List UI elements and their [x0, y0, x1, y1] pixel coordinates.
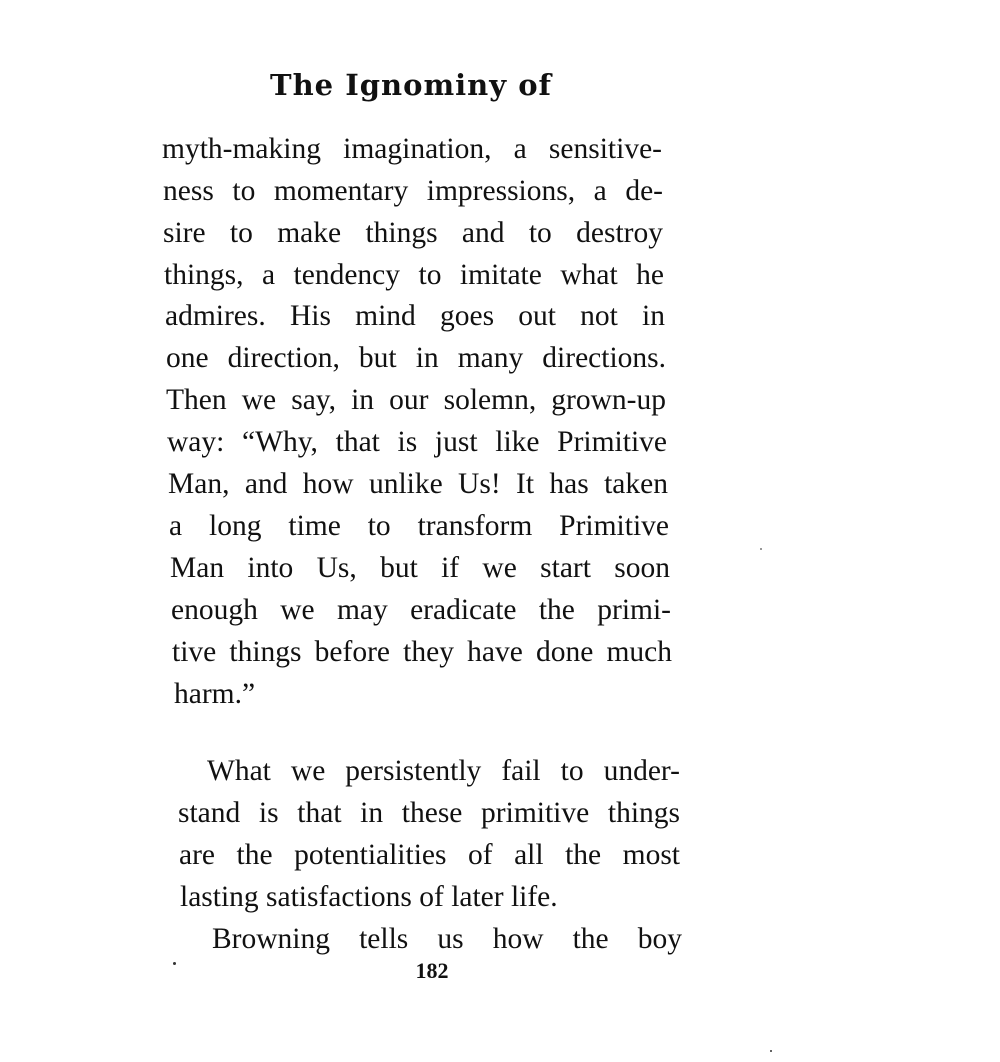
text-line: enough we may eradicate the primi- [171, 594, 671, 626]
text-line: tive things before they have done much [172, 636, 672, 668]
text-line: Browning tells us how the boy [212, 923, 682, 955]
text-line: admires. His mind goes out not in [165, 300, 665, 332]
text-line: harm.” [174, 678, 256, 710]
text-line: sire to make things and to destroy [163, 217, 663, 249]
text-line: way: “Why, that is just like Primitive [167, 426, 667, 458]
text-line: are the potentialities of all the most [179, 839, 680, 871]
text-line: things, a tendency to imitate what he [164, 259, 664, 291]
text-line: Then we say, in our solemn, grown-up [166, 384, 666, 416]
text-line: Man into Us, but if we start soon [170, 552, 670, 584]
page-number: 182 [415, 958, 449, 983]
running-head: The Ignominy of [270, 68, 553, 102]
text-line: stand is that in these primitive things [178, 797, 680, 829]
ink-speck [173, 962, 176, 965]
text-line: lasting satisfactions of later life. [180, 881, 558, 913]
text-line: a long time to transform Primitive [169, 510, 669, 542]
text-line: myth-making imagination, a sensitive- [162, 133, 662, 165]
text-line: one direction, but in many directions. [166, 342, 666, 374]
text-line: Man, and how unlike Us! It has taken [168, 468, 668, 500]
text-line: ness to momentary impressions, a de- [163, 175, 663, 207]
ink-speck [760, 548, 762, 550]
text-line: What we persistently fail to under- [207, 755, 680, 787]
ink-speck [770, 1050, 772, 1052]
